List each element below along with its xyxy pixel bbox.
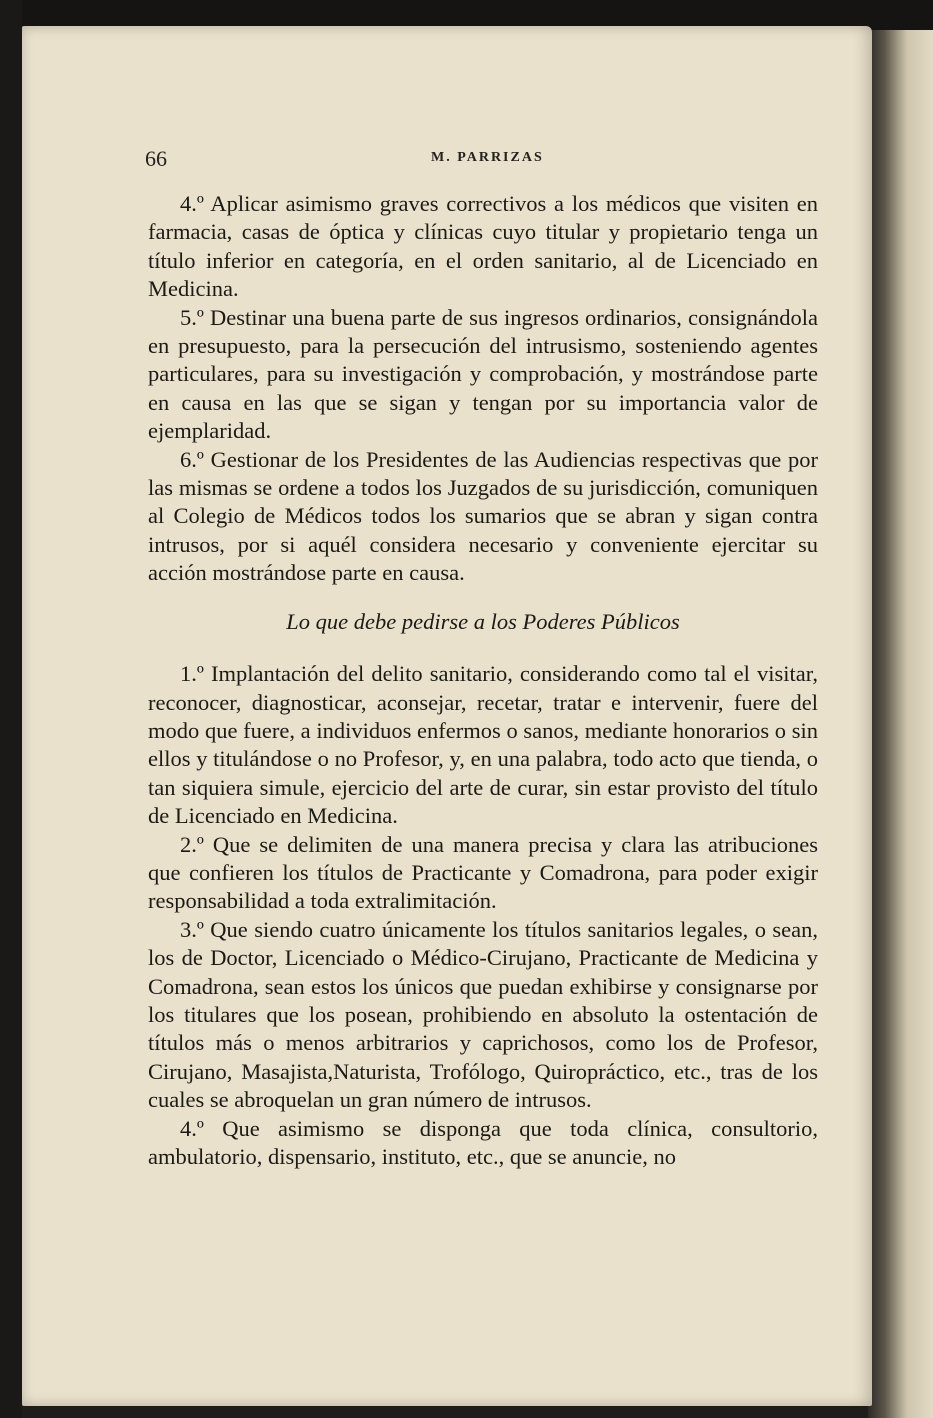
paragraph-request-4: 4.º Que asimismo se disponga que toda clínica, consultorio, ambulatorio, dispensario, instituto, etc., que se anuncie, no	[148, 1115, 818, 1169]
page-number: 66	[145, 146, 167, 171]
next-page-edge	[868, 30, 933, 1418]
paragraph-request-2: 2.º Que se delimiten de una manera precisa y clara las atribuciones que confieren los títulos de Practicante y Comadrona, para poder exigir responsabilidad a toda extralimitación.	[148, 831, 818, 914]
page-body	[148, 190, 818, 1171]
paragraph-item-5: 5.º Destinar una buena parte de sus ingresos ordinarios, consignándola en presupuesto, para la persecución del intrusismo, sosteniendo agentes particulares, para su investigación y comprobación, y mostrándose parte en causa en las que se sigan y tengan por su importancia valor de ejemplaridad.	[148, 304, 818, 444]
paragraph-request-1: 1.º Implantación del delito sanitario, considerando como tal el visitar, reconocer, diagnosticar, aconsejar, recetar, tratar e intervenir, fuere del modo que fuere, a individuos enfermos o sanos, mediante honorarios o sin ellos y titulándose o no Profesor, y, en una palabra, todo acto que tienda, o tan siquiera simule, ejercicio del arte de curar, sin estar provisto del título de Licenciado en Medicina.	[148, 661, 818, 829]
section-heading: Lo que debe pedirse a los Poderes Públicos	[286, 608, 680, 634]
running-head: M. PARRIZAS	[431, 150, 544, 165]
paragraph-item-6: 6.º Gestionar de los Presidentes de las Audiencias respectivas que por las mismas se ordene a todos los Juzgados de su jurisdicción, comuniquen al Colegio de Médicos todos los sumarios que se abran y sigan contra intrusos, por si aquél considera necesario y conveniente ejercitar su acción mostrándose parte en causa.	[148, 446, 818, 586]
book-spine-shadow	[0, 0, 22, 1418]
paragraph-request-3: 3.º Que siendo cuatro únicamente los títulos sanitarios legales, o sean, los de Doctor, Licenciado o Médico-Cirujano, Practicante de Medicina y Comadrona, sean estos los únicos que puedan exhibirse y consignarse por los titulares que los posean, prohibiendo en absoluto la ostentación de títulos más o menos arbitrarios y caprichosos, como los de Profesor, Cirujano, Masajista,Naturista, Trofólogo, Quiropráctico, etc., tras de los cuales se abroquelan un gran número de intrusos.	[148, 916, 818, 1113]
page-header	[145, 146, 845, 176]
paragraph-item-4: 4.º Aplicar asimismo graves correctivos a los médicos que visiten en farmacia, casas de óptica y clínicas cuyo titular y propietario tenga un título inferior en categoría, en el orden sanitario, al de Licenciado en Medicina.	[148, 191, 818, 302]
